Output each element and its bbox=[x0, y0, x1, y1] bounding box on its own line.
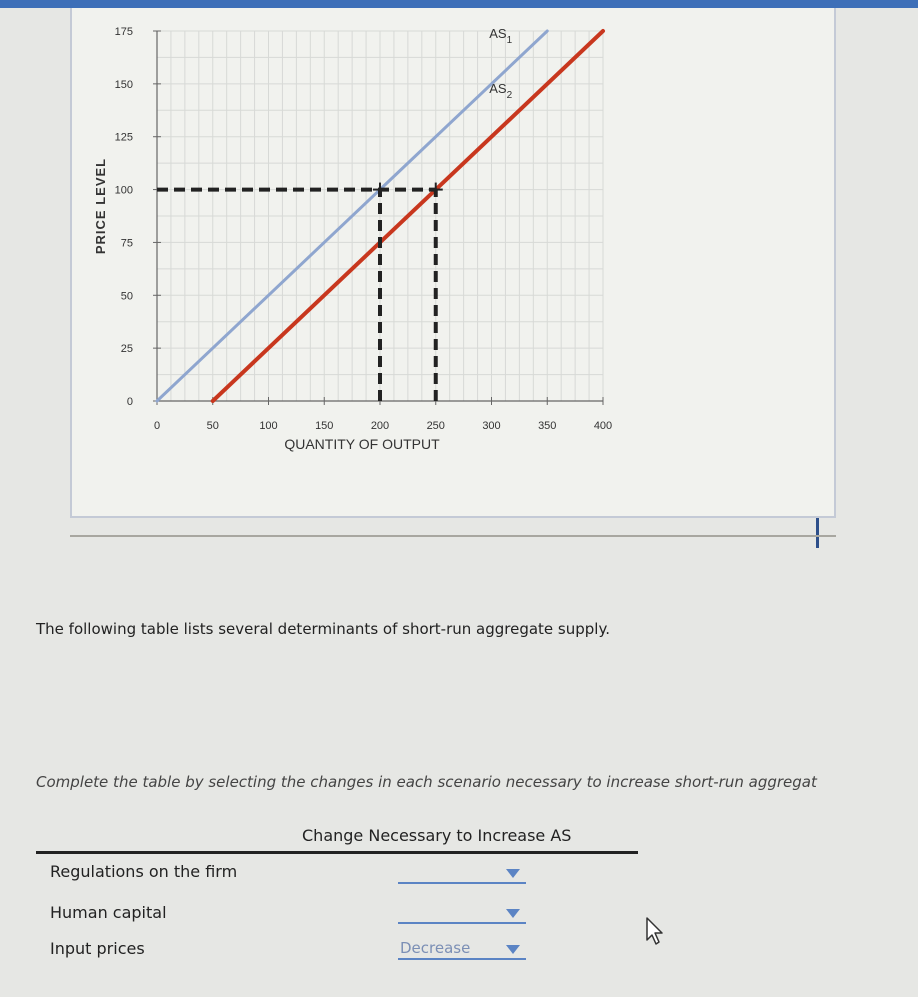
as-chart bbox=[72, 8, 834, 516]
y-tick-label: 150 bbox=[114, 78, 133, 91]
input-prices-selected-value: Decrease bbox=[400, 939, 471, 957]
x-tick-label: 300 bbox=[482, 420, 501, 432]
chevron-down-icon bbox=[506, 945, 520, 954]
y-tick-label: 75 bbox=[120, 237, 133, 250]
x-axis-label: QUANTITY OF OUTPUT bbox=[284, 436, 440, 452]
mouse-cursor-icon bbox=[645, 916, 667, 946]
y-axis-label: PRICE LEVEL bbox=[93, 157, 108, 255]
x-tick-label: 100 bbox=[259, 420, 278, 432]
series-label-subscript: 2 bbox=[506, 90, 513, 101]
row-label-human-capital: Human capital bbox=[50, 903, 167, 922]
series-label-as1: $AS_1$ bbox=[489, 26, 513, 46]
y-tick-label: 25 bbox=[120, 343, 133, 356]
y-tick-label: 175 bbox=[114, 26, 133, 38]
table-header: Change Necessary to Increase AS bbox=[302, 826, 572, 845]
chevron-down-icon bbox=[506, 869, 520, 878]
x-tick-label: 400 bbox=[593, 420, 613, 432]
row-label-input-prices: Input prices bbox=[50, 939, 145, 958]
y-tick-label: 100 bbox=[114, 184, 133, 197]
regulations-dropdown[interactable] bbox=[398, 860, 526, 884]
x-tick-label: 250 bbox=[426, 420, 445, 432]
x-tick-label: 50 bbox=[206, 420, 219, 432]
x-tick-label: 0 bbox=[153, 420, 161, 432]
table-header-rule bbox=[36, 851, 638, 854]
human-capital-dropdown[interactable] bbox=[398, 900, 526, 924]
x-tick-label: 150 bbox=[315, 420, 334, 432]
series-label-subscript: 1 bbox=[506, 35, 513, 46]
y-tick-label: 0 bbox=[126, 396, 133, 408]
top-bar bbox=[0, 0, 918, 8]
y-tick-label: 50 bbox=[120, 290, 133, 303]
x-tick-label: 350 bbox=[538, 420, 557, 432]
graph-panel bbox=[70, 8, 836, 518]
intro-text: The following table lists several determinants of short-run aggregate supply. bbox=[36, 620, 610, 638]
input-prices-dropdown[interactable] bbox=[398, 936, 526, 960]
y-tick-label: 125 bbox=[114, 131, 133, 144]
chevron-down-icon bbox=[506, 909, 520, 918]
x-tick-label: 200 bbox=[370, 420, 390, 432]
section-divider bbox=[70, 535, 836, 537]
instruction-text: Complete the table by selecting the changes in each scenario necessary to increase short-run aggregat bbox=[36, 773, 817, 791]
row-label-regulations: Regulations on the firm bbox=[50, 862, 238, 881]
series-label-as2: $AS_2$ bbox=[489, 81, 513, 101]
